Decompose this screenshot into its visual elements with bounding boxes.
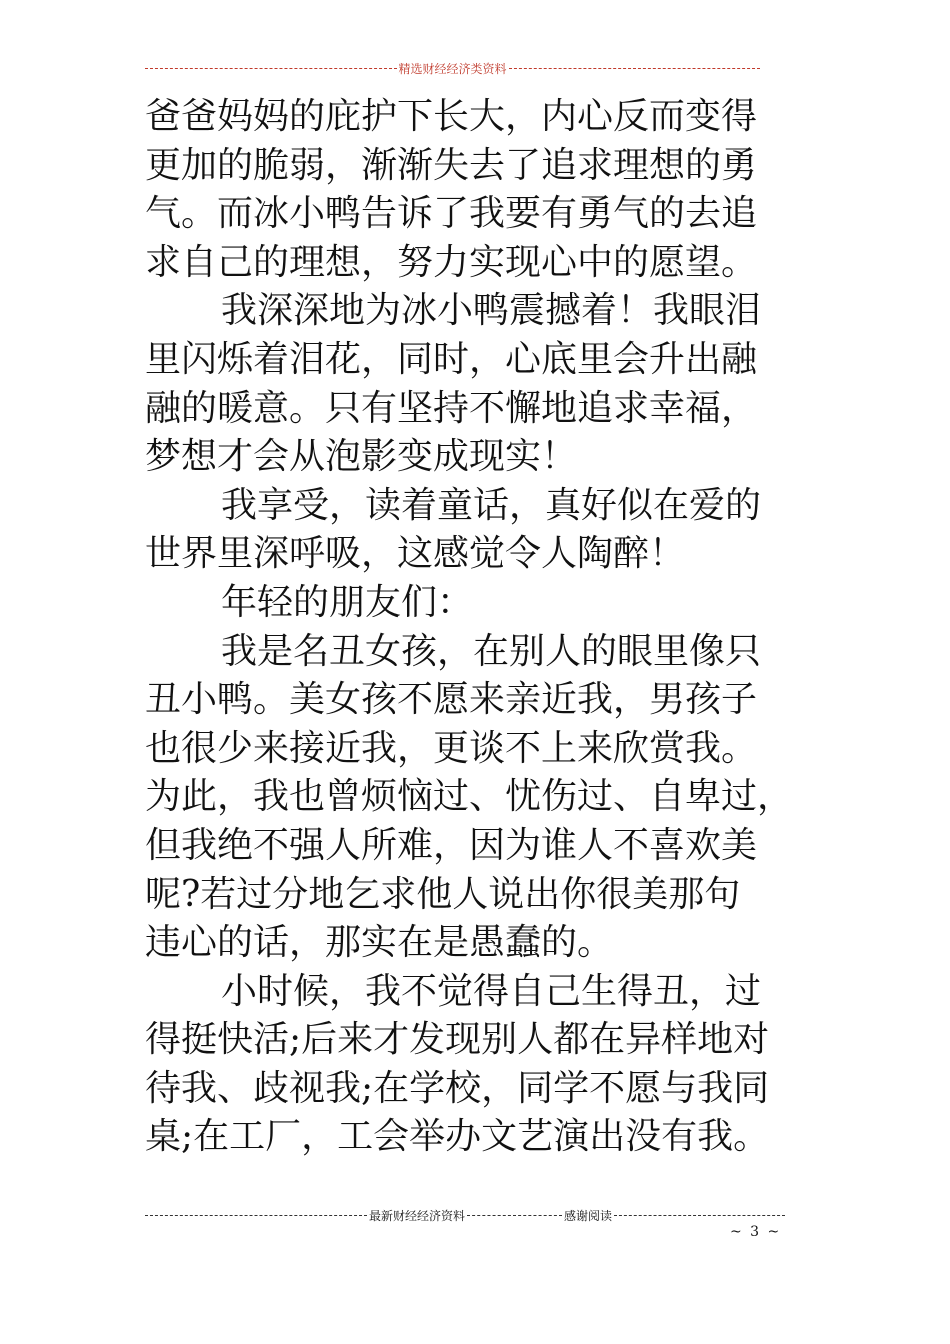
footer-right-text: 感谢阅读 bbox=[564, 1208, 613, 1223]
text-line: 为此，我也曾烦恼过、忧伤过、自卑过， bbox=[145, 776, 794, 818]
text-line: 桌;在工厂，工会举办文艺演出没有我。 bbox=[145, 1116, 770, 1158]
text-line: 里闪烁着泪花，同时，心底里会升出融 bbox=[145, 338, 758, 380]
footer-left-text: 最新财经经济资料 bbox=[369, 1208, 466, 1223]
text-line: 世界里深呼吸，这感觉令人陶醉！ bbox=[145, 533, 686, 575]
text-line: 得挺快活;后来才发现别人都在异样地对 bbox=[145, 1019, 770, 1061]
header-rule-left bbox=[145, 68, 397, 69]
footer-rule-left bbox=[145, 1215, 367, 1216]
header-title: 精选财经经济类资料 bbox=[398, 61, 507, 76]
text-line: 我是名丑女孩，在别人的眼里像只 bbox=[221, 630, 762, 672]
text-line: 梦想才会从泡影变成现实！ bbox=[145, 436, 578, 478]
text-line: 我深深地为冰小鸭震撼着！我眼泪 bbox=[221, 290, 762, 332]
text-line: 我享受，读着童话，真好似在爱的 bbox=[221, 484, 762, 526]
document-body bbox=[145, 93, 810, 1162]
footer-rule-middle bbox=[467, 1215, 562, 1216]
text-line: 小时候，我不觉得自己生得丑，过 bbox=[221, 970, 762, 1012]
text-line: 融的暖意。只有坚持不懈地追求幸福， bbox=[145, 387, 758, 429]
text-line: 求自己的理想，努力实现心中的愿望。 bbox=[145, 241, 758, 283]
text-line: 待我、歧视我;在学校，同学不愿与我同 bbox=[145, 1067, 770, 1109]
footer-rule-right bbox=[614, 1215, 785, 1216]
text-line: 年轻的朋友们： bbox=[221, 581, 474, 623]
text-line: 爸爸妈妈的庇护下长大，内心反而变得 bbox=[145, 96, 758, 137]
page-footer bbox=[145, 1205, 785, 1225]
text-line: 气。而冰小鸭告诉了我要有勇气的去追 bbox=[145, 193, 758, 235]
page-header bbox=[145, 58, 760, 78]
text-line: 呢?若过分地乞求他人说出你很美那句 bbox=[145, 873, 741, 915]
text-line: 也很少来接近我，更谈不上来欣赏我。 bbox=[145, 727, 758, 769]
text-line: 违心的话，那实在是愚蠢的。 bbox=[145, 922, 614, 964]
text-line: 更加的脆弱，渐渐失去了追求理想的勇 bbox=[145, 144, 758, 186]
page-number: ~ 3 ~ bbox=[730, 1224, 782, 1240]
header-rule-right bbox=[509, 68, 761, 69]
text-line: 但我绝不强人所难，因为谁人不喜欢美 bbox=[145, 824, 758, 866]
text-line: 丑小鸭。美女孩不愿来亲近我，男孩子 bbox=[145, 679, 758, 721]
